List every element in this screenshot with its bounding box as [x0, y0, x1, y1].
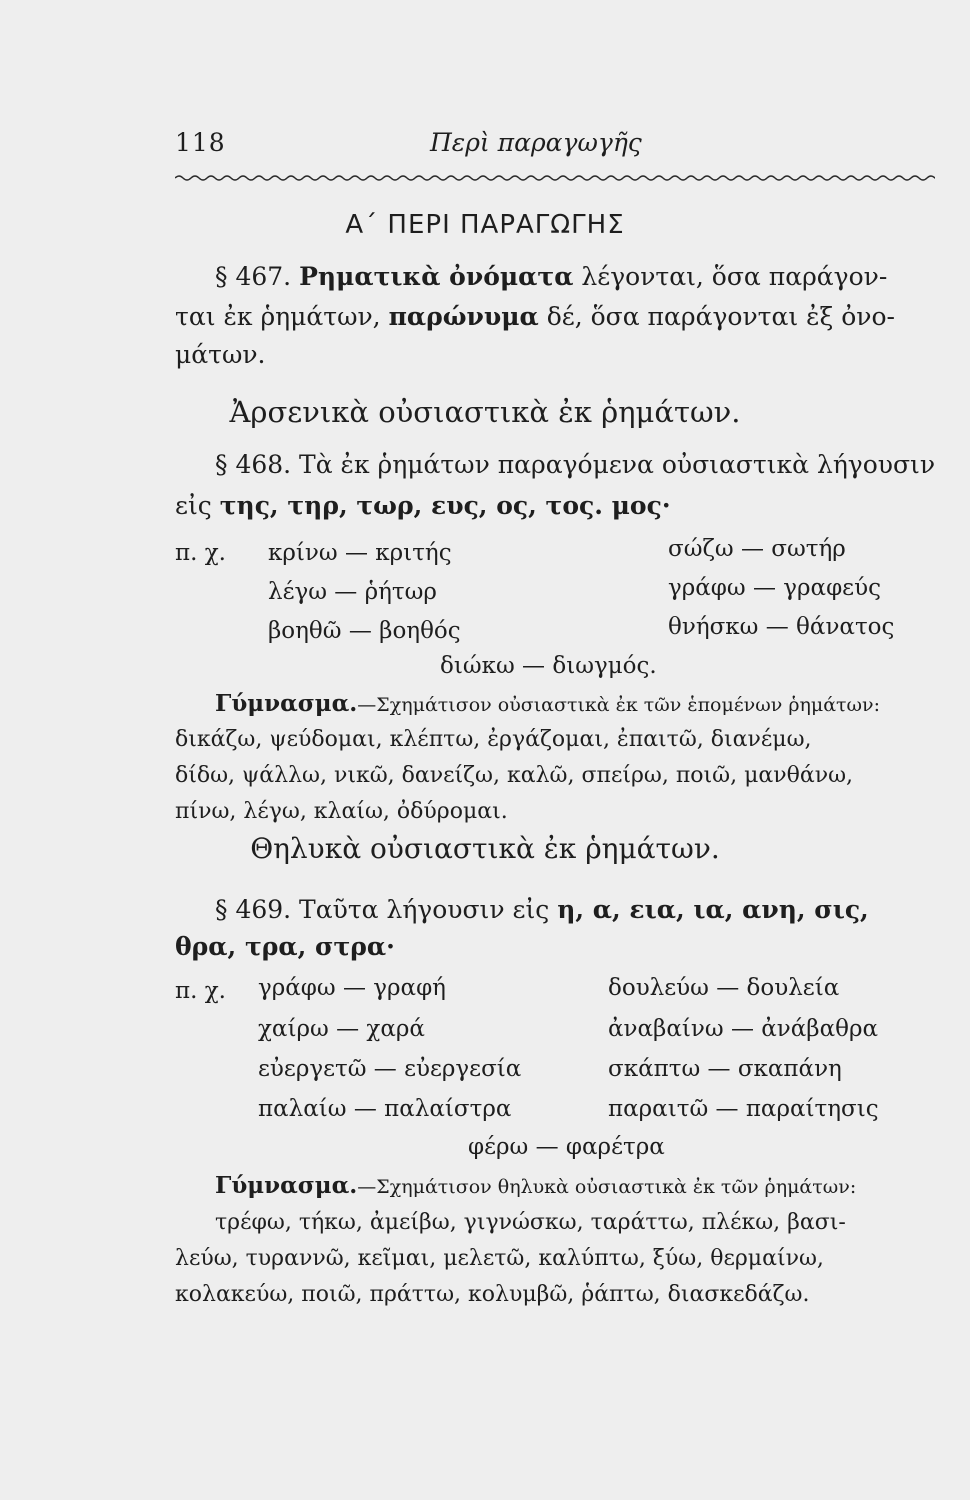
- example-468-left: λέγω — ῥήτωρ: [268, 579, 437, 605]
- example-468-center: διώκω — διωγμός.: [440, 653, 657, 679]
- exercise-1-instruction: —Σχημάτισον οὐσιαστικὰ ἐκ τῶν ἑπομένων ῥημάτων:: [357, 694, 881, 716]
- running-head: Περὶ παραγωγῆς: [430, 128, 642, 157]
- para-467-line-1: [215, 262, 887, 291]
- example-469-right: ἀναβαίνω — ἀνάβαθρα: [608, 1016, 879, 1042]
- example-468-left: βοηθῶ — βοηθός: [268, 618, 461, 644]
- example-468-right: γράφω — γραφεύς: [668, 575, 881, 601]
- exercise-2-line: λεύω, τυραννῶ, κεῖμαι, μελετῶ, καλύπτω, ξύω, θερμαίνω,: [175, 1246, 824, 1271]
- para-469-text: § 469. Ταῦτα λήγουσιν εἰς: [215, 895, 558, 924]
- exercise-1-title: Γύμνασμα.: [215, 690, 358, 717]
- exercise-2-heading: [215, 1172, 856, 1199]
- example-469-right: παραιτῶ — παραίτησις: [608, 1096, 879, 1122]
- exercise-2-line: τρέφω, τήκω, ἀμείβω, γιγνώσκω, ταράττω, πλέκω, βασι-: [215, 1210, 846, 1235]
- example-468-right: θνήσκω — θάνατος: [668, 614, 895, 640]
- example-469-center: φέρω — φαρέτρα: [468, 1134, 665, 1160]
- section-title: Α΄ ΠΕΡΙ ΠΑΡΑΓΩΓΗΣ: [345, 210, 625, 240]
- exercise-2-title: Γύμνασμα.: [215, 1172, 358, 1199]
- exercise-2-line: κολακεύω, ποιῶ, πράττω, κολυμβῶ, ῥάπτω, διασκεδάζω.: [175, 1282, 810, 1307]
- example-468-left: κρίνω — κριτής: [268, 540, 452, 566]
- para-467-text: ται ἐκ ῥημάτων,: [175, 302, 389, 331]
- para-468-text: εἰς: [175, 491, 220, 520]
- example-469-left: εὐεργετῶ — εὐεργεσία: [258, 1056, 522, 1082]
- example-label-468: π. χ.: [175, 540, 226, 566]
- exercise-1-line: δικάζω, ψεύδομαι, κλέπτω, ἐργάζομαι, ἐπαιτῶ, διανέμω,: [175, 727, 812, 752]
- example-469-right: δουλεύω — δουλεία: [608, 975, 840, 1001]
- para-467-text: δέ, ὅσα παράγονται ἐξ ὀνο-: [538, 302, 895, 331]
- para-467-line-2: [175, 302, 895, 331]
- para-467-text: λέγονται, ὅσα παράγον-: [573, 262, 888, 291]
- para-469-line-1: [215, 895, 869, 924]
- example-label-469: π. χ.: [175, 978, 226, 1004]
- exercise-1-heading: [215, 690, 880, 717]
- page-number: 118: [175, 128, 226, 157]
- exercise-2-instruction: —Σχημάτισον θηλυκὰ οὐσιαστικὰ ἐκ τῶν ῥημάτων:: [357, 1176, 857, 1198]
- example-469-left: χαίρω — χαρά: [258, 1016, 425, 1042]
- exercise-1-line: πίνω, λέγω, κλαίω, ὀδύρομαι.: [175, 799, 508, 824]
- example-469-left: παλαίω — παλαίστρα: [258, 1096, 512, 1122]
- term-rimatika-onomata: Ρηματικὰ ὀνόματα: [299, 262, 574, 291]
- term-paronyma: παρώνυμα: [388, 302, 539, 331]
- para-467-line-3: μάτων.: [175, 340, 266, 369]
- heading-feminine: Θηλυκὰ οὐσιαστικὰ ἐκ ῥημάτων.: [250, 832, 720, 865]
- para-468-line-1: § 468. Τὰ ἐκ ῥημάτων παραγόμενα οὐσιαστικὰ λήγουσιν: [215, 450, 936, 479]
- example-469-right: σκάπτω — σκαπάνη: [608, 1056, 842, 1082]
- para-467-number: § 467.: [215, 262, 300, 291]
- para-469-line-2: [175, 932, 395, 961]
- exercise-1-line: δίδω, ψάλλω, νικῶ, δανείζω, καλῶ, σπείρω, ποιῶ, μανθάνω,: [175, 763, 854, 788]
- example-468-right: σώζω — σωτήρ: [668, 536, 846, 562]
- para-468-line-2: [175, 491, 671, 520]
- suffix-list-469a: η, α, εια, ια, ανη, σις,: [557, 895, 869, 924]
- suffix-list-469b: θρα, τρα, στρα·: [175, 932, 395, 961]
- suffix-list-468: της, τηρ, τωρ, ευς, ος, τος. μος·: [219, 491, 671, 520]
- heading-masculine: Ἀρσενικὰ οὐσιαστικὰ ἐκ ῥημάτων.: [229, 395, 741, 429]
- header-rule: [175, 172, 935, 184]
- page-header: [175, 128, 935, 172]
- example-469-left: γράφω — γραφή: [258, 975, 446, 1001]
